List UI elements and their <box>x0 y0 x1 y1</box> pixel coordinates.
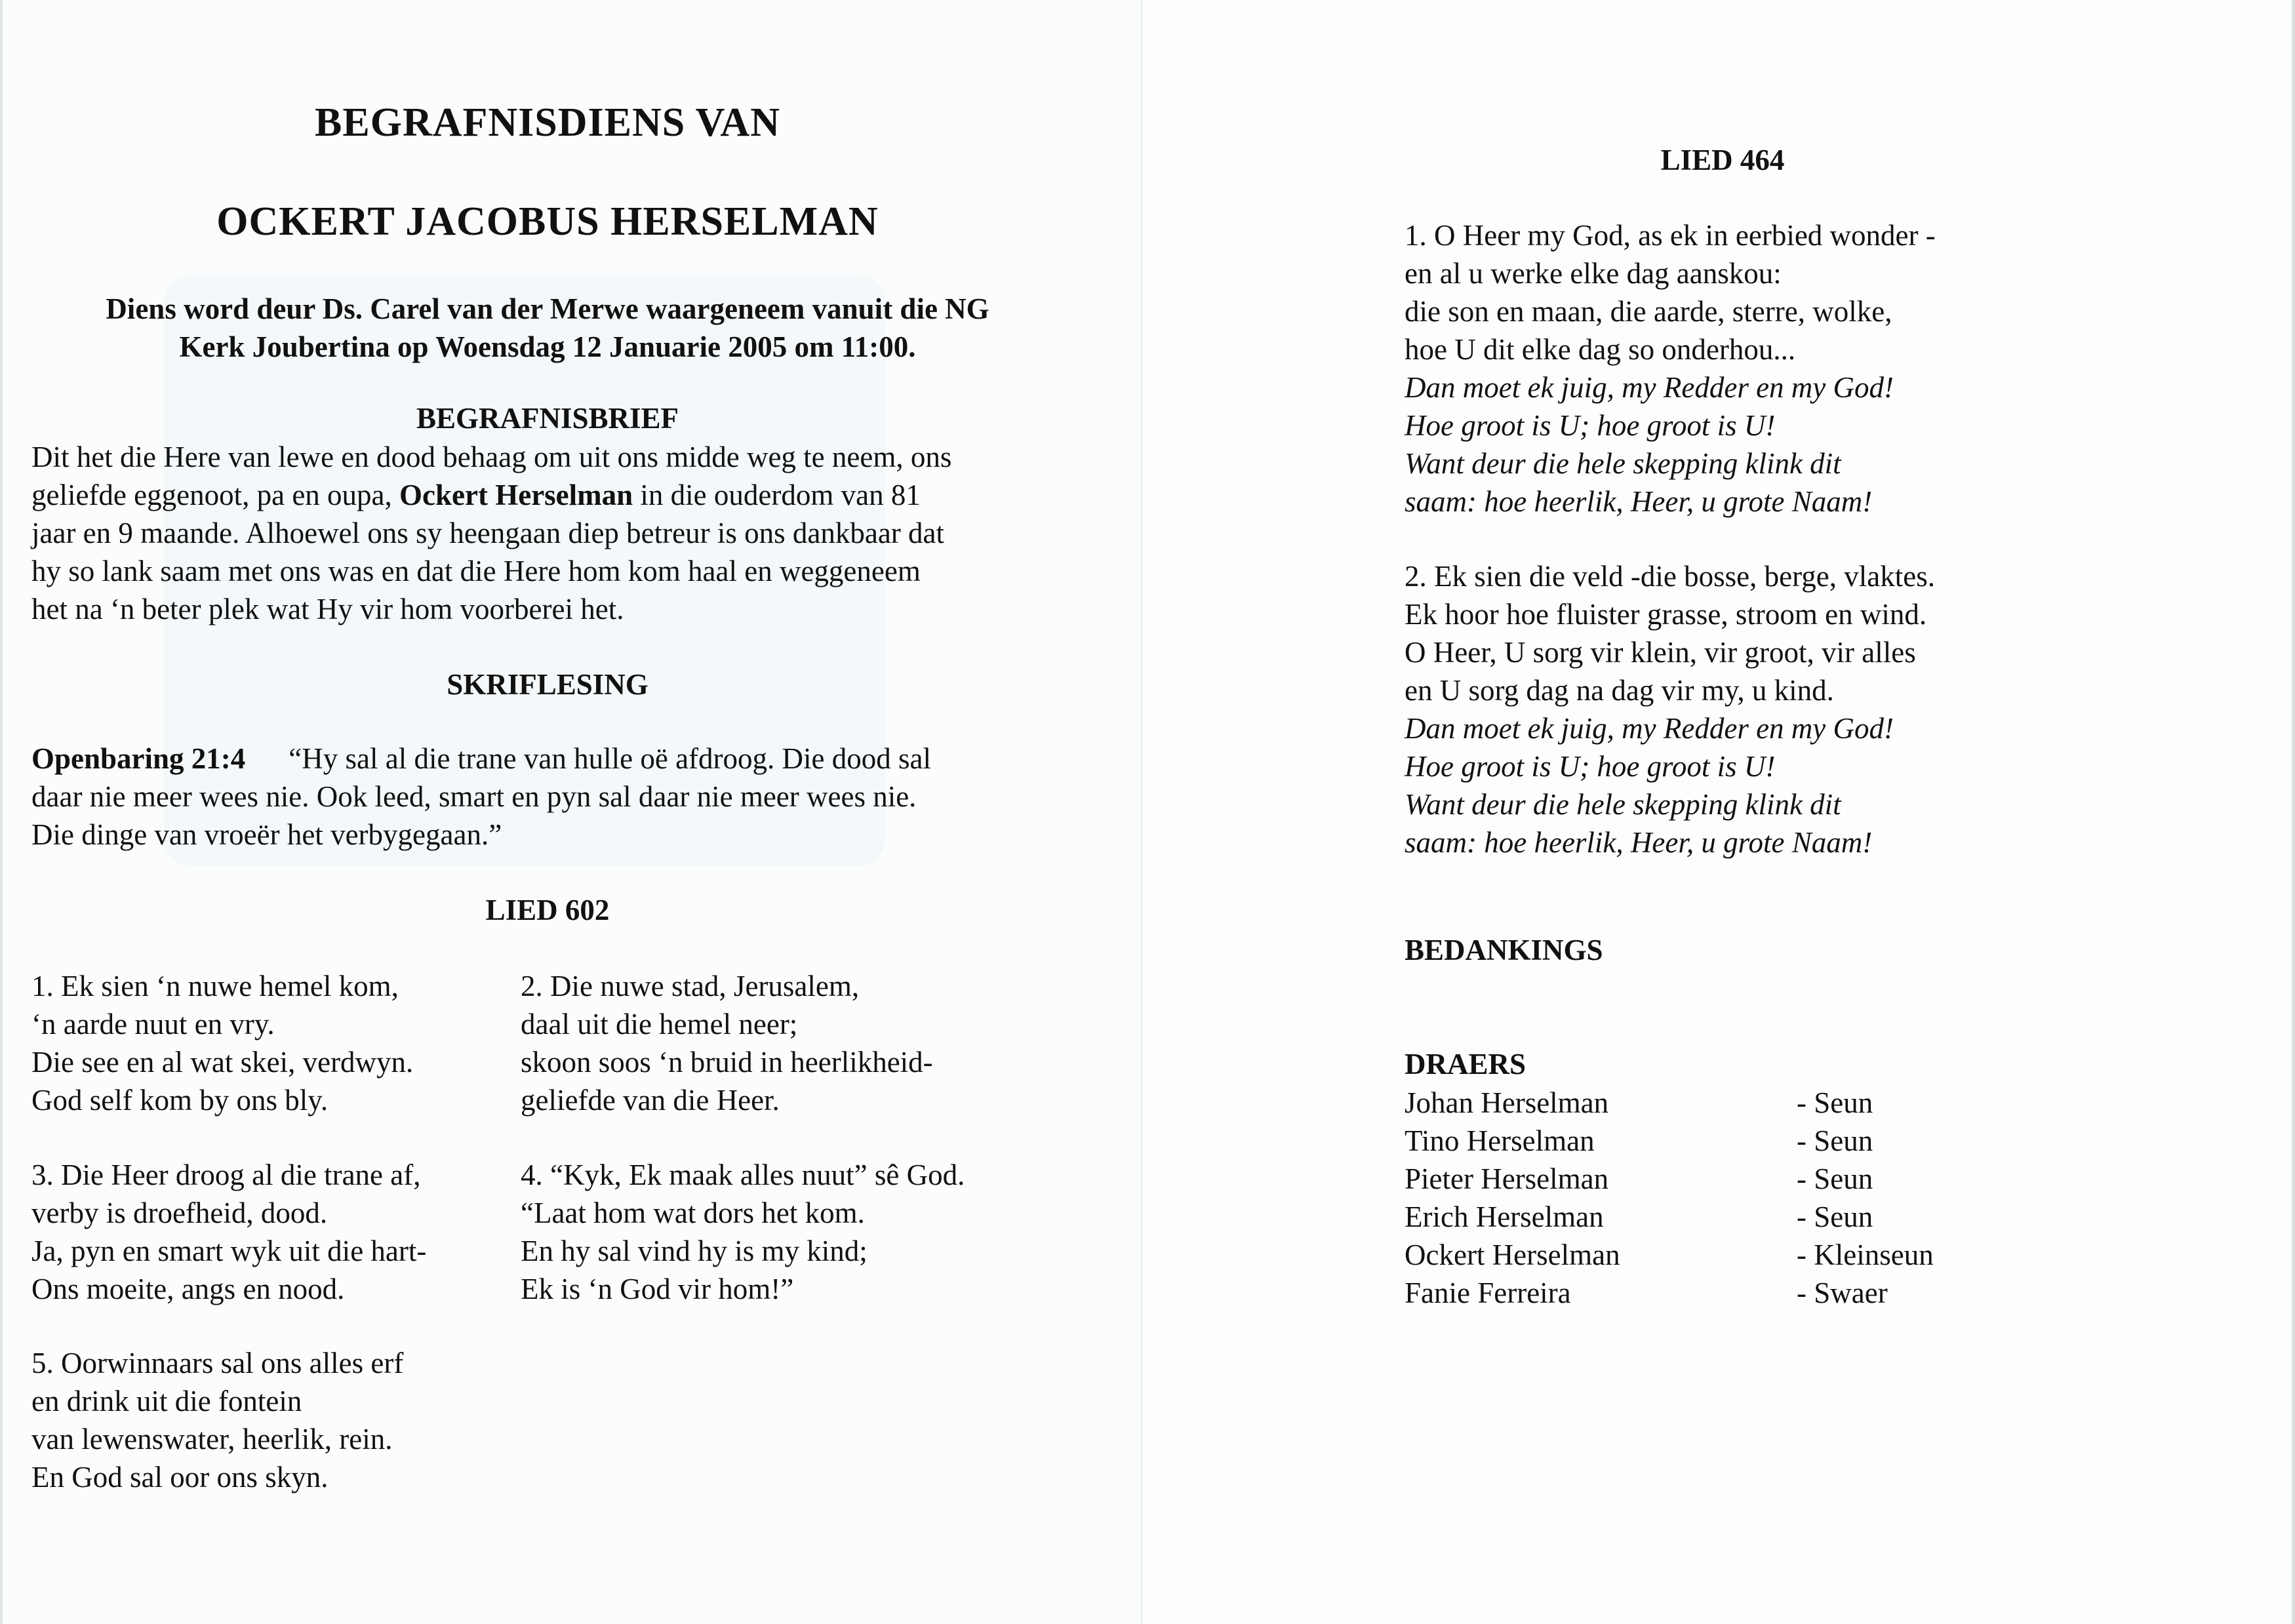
bearer-name: Erich Herselman <box>1405 1200 1604 1233</box>
service-details <box>26 290 1069 366</box>
verse-line: 1. O Heer my God, as ek in eerbied wonder - <box>1405 219 1936 252</box>
bearers-list <box>1405 1084 2060 1312</box>
bearer-row <box>1405 1236 2060 1274</box>
refrain-line: Dan moet ek juig, my Redder en my God! <box>1405 712 1894 745</box>
stanza-line: God self kom by ons bly. <box>31 1084 329 1117</box>
bearer-relation: - Kleinseun <box>1797 1238 1934 1271</box>
bearer-relation: - Seun <box>1797 1162 1873 1195</box>
hymn-464-heading: LIED 464 <box>1660 144 1785 176</box>
letter-line <box>31 476 1061 514</box>
letter-body <box>31 438 1061 628</box>
refrain-line: Want deur die hele skepping klink dit <box>1405 447 1841 480</box>
letter-line: Dit het die Here van lewe en dood behaag om uit ons midde weg te neem, ons <box>31 441 952 473</box>
refrain-line: Hoe groot is U; hoe groot is U! <box>1405 409 1776 442</box>
bearer-row <box>1405 1084 2060 1122</box>
bearer-relation: - Seun <box>1797 1086 1873 1119</box>
stanza-line: van lewenswater, heerlik, rein. <box>31 1423 393 1456</box>
stanza-3 <box>31 1156 504 1308</box>
stanza-line: geliefde van die Heer. <box>521 1084 780 1117</box>
refrain-line: Want deur die hele skepping klink dit <box>1405 788 1841 821</box>
bearer-row <box>1405 1198 2060 1236</box>
stanza-line: “Laat hom wat dors het kom. <box>521 1197 865 1229</box>
stanza-line: daal uit die hemel neer; <box>521 1008 798 1040</box>
stanza-line: Die see en al wat skei, verdwyn. <box>31 1046 414 1079</box>
bearer-relation: - Seun <box>1797 1124 1873 1157</box>
bearer-relation: - Seun <box>1797 1200 1873 1233</box>
thanks-heading: BEDANKINGS <box>1405 934 1603 966</box>
deceased-name-title: OCKERT JACOBUS HERSELMAN <box>216 199 879 244</box>
verse-line: die son en maan, die aarde, sterre, wolke, <box>1405 295 1892 328</box>
letter-line: jaar en 9 maande. Alhoewel ons sy heengaan diep betreur is ons dankbaar dat <box>31 517 945 549</box>
stanza-line: En God sal oor ons skyn. <box>31 1461 329 1494</box>
hymn-464-verse-1 <box>1405 216 2060 521</box>
stanza-4 <box>521 1156 1045 1308</box>
stanza-5 <box>31 1344 504 1496</box>
bearer-name: Ockert Herselman <box>1405 1238 1620 1271</box>
reading-heading: SKRIFLESING <box>447 668 649 701</box>
letter-name-bold: Ockert Herselman <box>399 479 633 511</box>
service-details-line2: Kerk Joubertina op Woensdag 12 Januarie 2005 om 11:00. <box>179 330 916 363</box>
bearer-row <box>1405 1160 2060 1198</box>
verse-line: hoe U dit elke dag so onderhou... <box>1405 333 1796 366</box>
stanza-2 <box>521 967 1045 1119</box>
verse-line: O Heer, U sorg vir klein, vir groot, vir alles <box>1405 636 1916 669</box>
stanza-line: 3. Die Heer droog al die trane af, <box>31 1159 421 1191</box>
bearer-name: Johan Herselman <box>1405 1086 1609 1119</box>
stanza-line: 1. Ek sien ‘n nuwe hemel kom, <box>31 970 399 1002</box>
letter-heading: BEGRAFNISBRIEF <box>416 402 679 435</box>
service-title-line1: BEGRAFNISDIENS VAN <box>315 100 780 145</box>
bearer-relation: - Swaer <box>1797 1277 1888 1309</box>
stanza-line: Ons moeite, angs en nood. <box>31 1273 345 1305</box>
service-details-line1: Diens word deur Ds. Carel van der Merwe waargeneem vanuit die NG <box>106 292 989 325</box>
hymn-464-verse-2 <box>1405 557 2060 862</box>
bearer-row <box>1405 1274 2060 1312</box>
hymn-602-heading: LIED 602 <box>485 894 610 926</box>
stanza-line: en drink uit die fontein <box>31 1385 302 1417</box>
reading-body <box>31 740 1068 854</box>
stanza-line: En hy sal vind hy is my kind; <box>521 1235 868 1267</box>
stanza-line: 5. Oorwinnaars sal ons alles erf <box>31 1347 404 1379</box>
left-page <box>0 0 1142 1624</box>
refrain-line: saam: hoe heerlik, Heer, u grote Naam! <box>1405 485 1873 518</box>
reading-line: Die dinge van vroeër het verbygegaan.” <box>31 818 502 851</box>
verse-line: en U sorg dag na dag vir my, u kind. <box>1405 674 1834 707</box>
reading-line: daar nie meer wees nie. Ook leed, smart en pyn sal daar nie meer wees nie. <box>31 780 917 813</box>
letter-text: in die ouderdom van 81 <box>633 479 921 511</box>
reading-line <box>31 740 1068 778</box>
letter-line: het na ‘n beter plek wat Hy vir hom voorberei het. <box>31 593 624 625</box>
stanza-line: skoon soos ‘n bruid in heerlikheid- <box>521 1046 933 1079</box>
bearer-name: Fanie Ferreira <box>1405 1277 1571 1309</box>
stanza-line: 4. “Kyk, Ek maak alles nuut” sê God. <box>521 1159 965 1191</box>
verse-line: en al u werke elke dag aanskou: <box>1405 257 1782 290</box>
bearer-name: Pieter Herselman <box>1405 1162 1609 1195</box>
refrain-line: Dan moet ek juig, my Redder en my God! <box>1405 371 1894 404</box>
right-edge <box>2292 0 2295 1624</box>
verse-line: 2. Ek sien die veld -die bosse, berge, vlaktes. <box>1405 560 1935 593</box>
letter-text: geliefde eggenoot, pa en oupa, <box>31 479 400 511</box>
reading-text: “Hy sal al die trane van hulle oë afdroog. Die dood sal <box>289 742 931 775</box>
bearers-heading: DRAERS <box>1405 1048 1527 1080</box>
stanza-line: 2. Die nuwe stad, Jerusalem, <box>521 970 860 1002</box>
stanza-line: verby is droefheid, dood. <box>31 1197 328 1229</box>
stanza-line: ‘n aarde nuut en vry. <box>31 1008 275 1040</box>
stanza-line: Ek is ‘n God vir hom!” <box>521 1273 794 1305</box>
letter-line: hy so lank saam met ons was en dat die Here hom kom haal en weggeneem <box>31 555 921 587</box>
refrain-line: saam: hoe heerlik, Heer, u grote Naam! <box>1405 826 1873 859</box>
reading-reference: Openbaring 21:4 <box>31 742 246 775</box>
stanza-line: Ja, pyn en smart wyk uit die hart- <box>31 1235 427 1267</box>
refrain-line: Hoe groot is U; hoe groot is U! <box>1405 750 1776 783</box>
bearer-name: Tino Herselman <box>1405 1124 1595 1157</box>
verse-line: Ek hoor hoe fluister grasse, stroom en wind. <box>1405 598 1927 631</box>
bearer-row <box>1405 1122 2060 1160</box>
stanza-1 <box>31 967 504 1119</box>
